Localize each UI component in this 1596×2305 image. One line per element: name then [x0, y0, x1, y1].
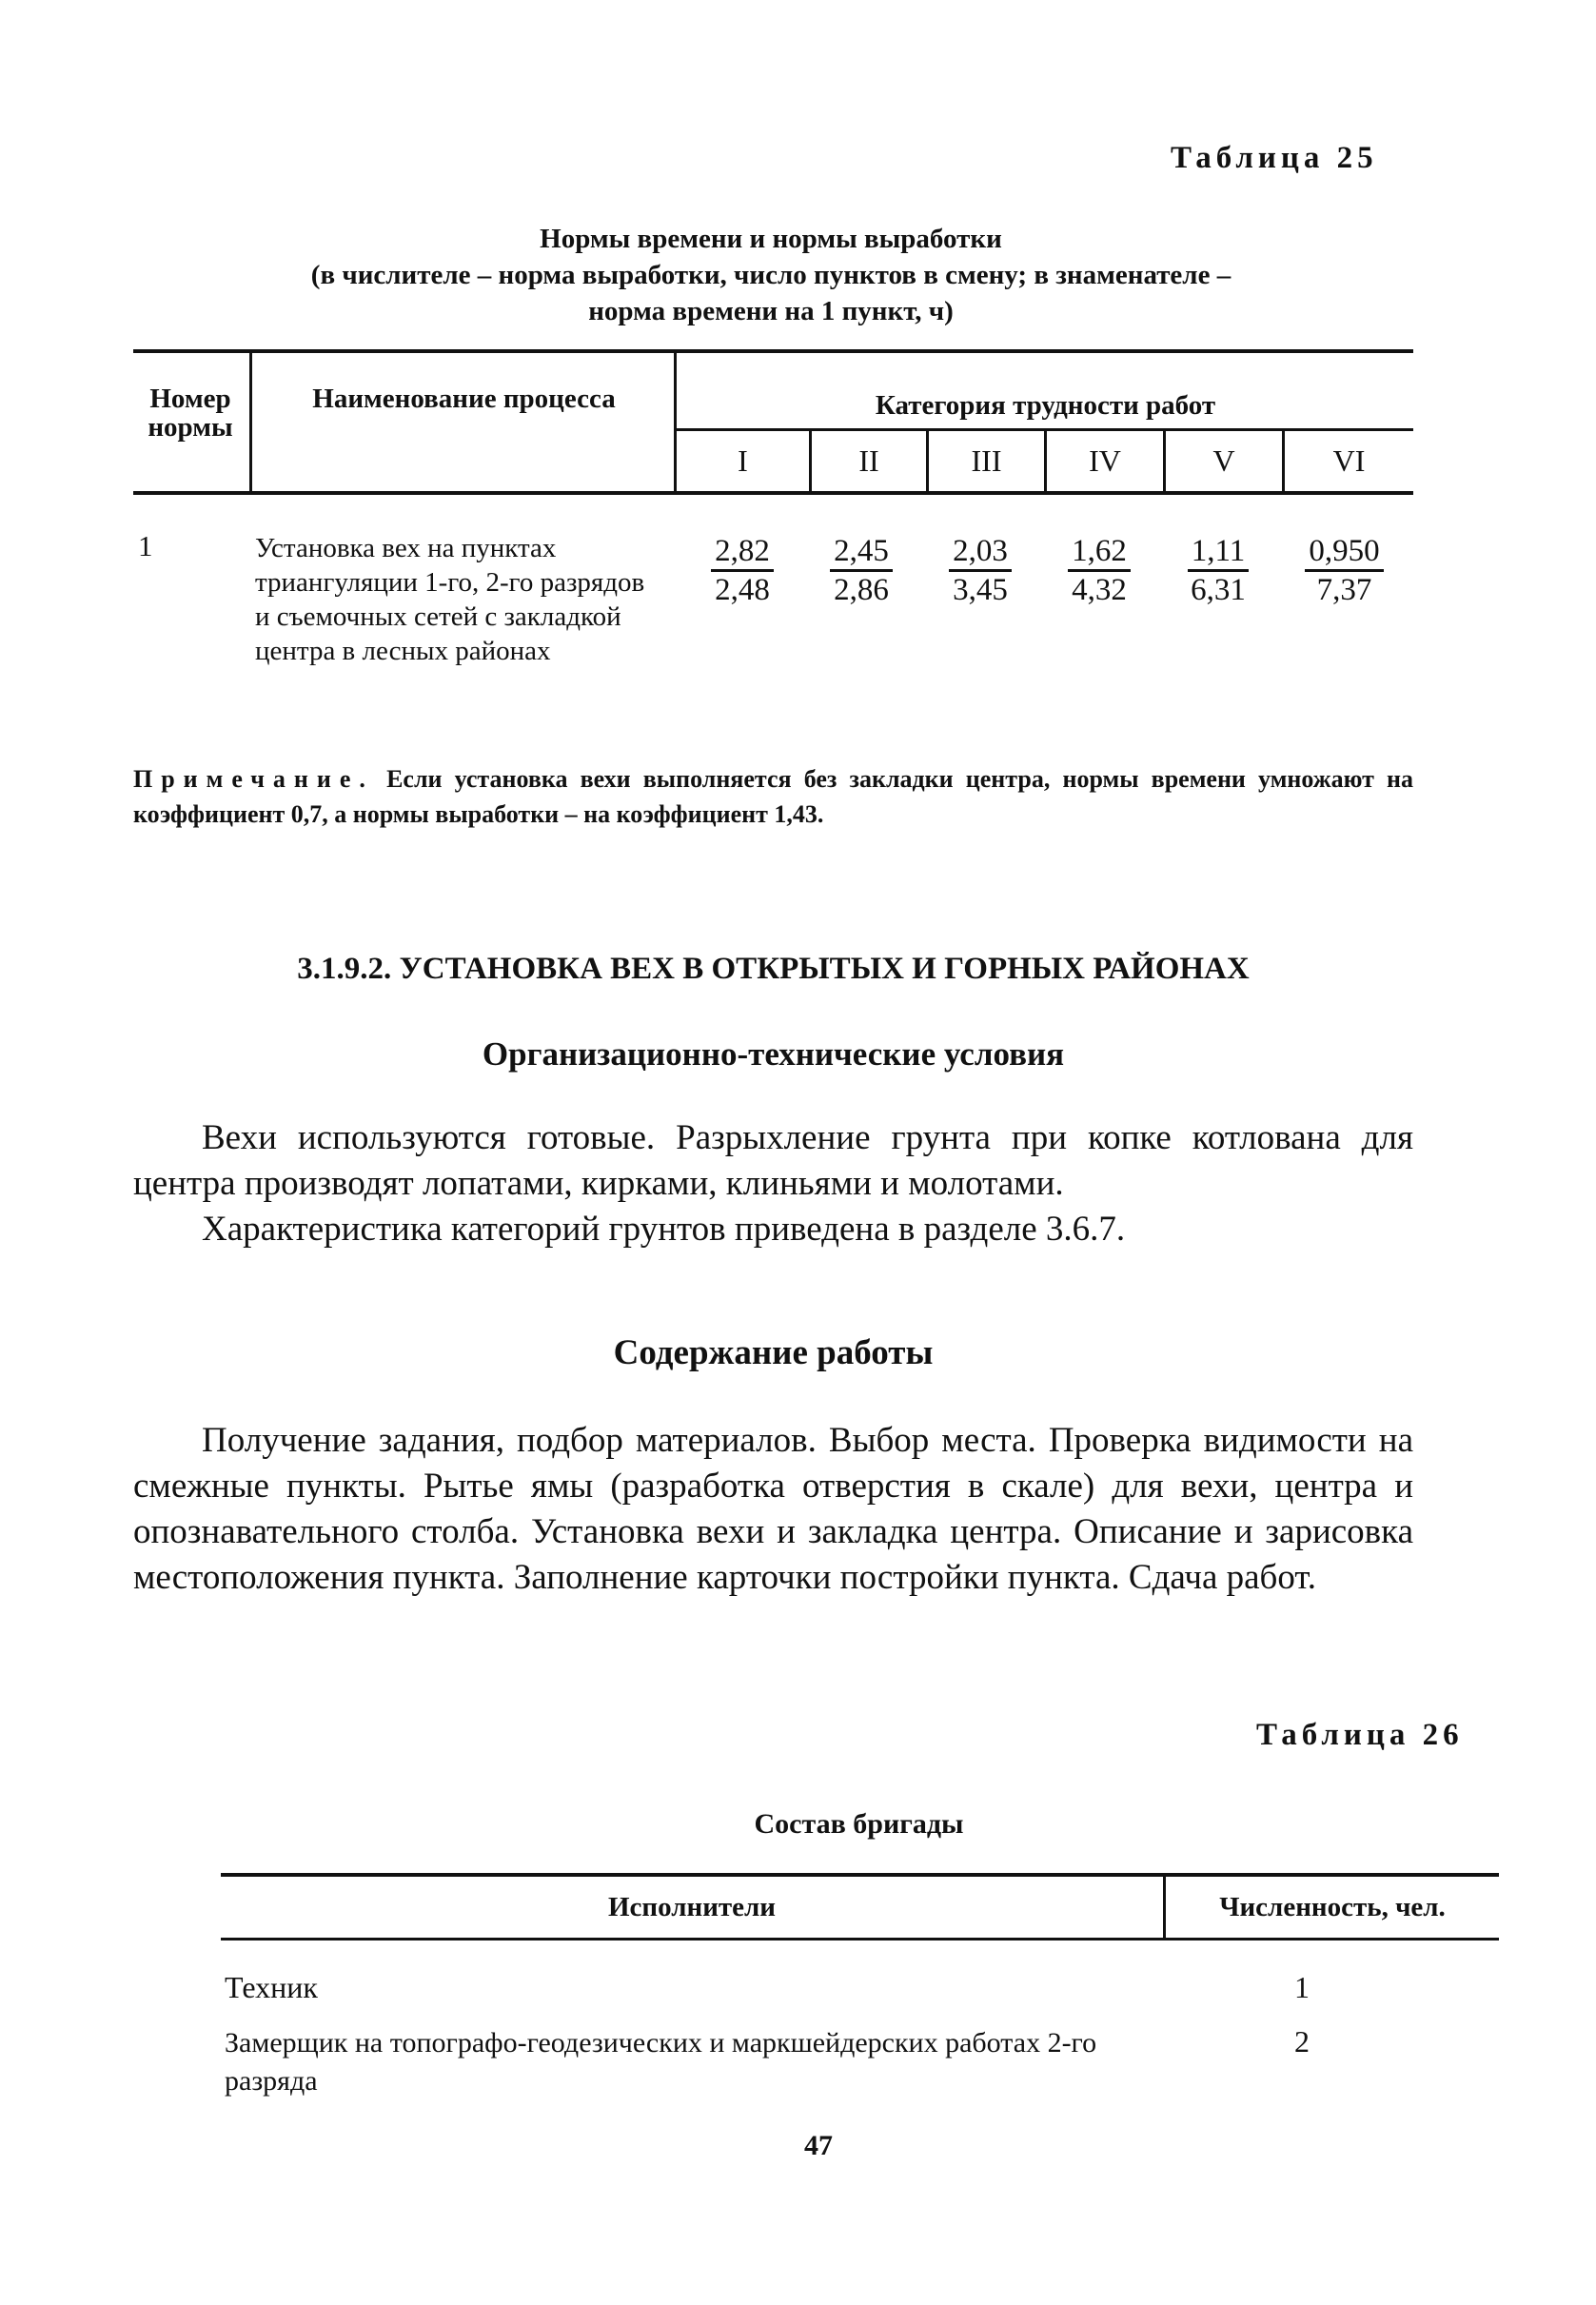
- norm-time: 3,45: [953, 573, 1008, 607]
- header-difficulty-category: Категория трудности работ: [875, 390, 1216, 421]
- category-VI: VI: [1332, 443, 1366, 478]
- category-V: V: [1212, 443, 1235, 478]
- value-cell-IV: [1052, 533, 1147, 608]
- value-cell-V: [1171, 533, 1266, 608]
- norm-output: 1,62: [1068, 533, 1131, 572]
- value-cell-VI: [1290, 533, 1399, 608]
- note-label: Примечание.: [133, 765, 374, 793]
- norm-output: 2,03: [949, 533, 1012, 572]
- norm-output: 2,82: [711, 533, 774, 572]
- title-line-3: норма времени на 1 пункт, ч): [588, 296, 954, 326]
- norm-time: 2,48: [715, 573, 770, 607]
- category-IV: IV: [1089, 443, 1121, 478]
- norm-time: 6,31: [1191, 573, 1246, 607]
- table-25-note: [133, 761, 1413, 832]
- header-process-name: Наименование процесса: [312, 384, 616, 414]
- header-headcount: Численность, чел.: [1219, 1892, 1446, 1922]
- row-norm-number: 1: [138, 529, 153, 562]
- norm-time: 4,32: [1072, 573, 1127, 607]
- category-I: I: [738, 443, 748, 478]
- headcount-row-1: 1: [1294, 1970, 1310, 2004]
- performer-row-2: Замерщик на топографо-геодезических и маркшейдерских работах 2-го разряда: [225, 2027, 1097, 2097]
- norm-time: 2,86: [834, 573, 889, 607]
- norm-output: 0,950: [1305, 533, 1383, 572]
- table-26-title: Состав бригады: [754, 1808, 964, 1840]
- headcount-row-2: 2: [1294, 2024, 1310, 2059]
- header-norm-number: Номер нормы: [148, 384, 233, 443]
- norm-output: 2,45: [830, 533, 893, 572]
- page-number: 47: [804, 2130, 833, 2161]
- title-line-1: Нормы времени и нормы выработки: [540, 224, 1002, 254]
- org-conditions-paragraph-1: Вехи используются готовые. Разрыхление грунта при копке котлована для центра производят лопатами, кирками, клиньями и молотами.: [133, 1118, 1413, 1203]
- value-cell-II: [814, 533, 909, 608]
- work-content-paragraph: Получение задания, подбор материалов. Выбор места. Проверка видимости на смежные пункты. Рытье ямы (разработка отверстия в скале) для вехи, центра и опознавательного столба. Установка вехи и закладка центра. Описание и зарисовка местоположения пункта. Заполнение карточки постройки пункта. Сдача работ.: [133, 1421, 1413, 1597]
- row-process-name: Установка вех на пунктах триангуляции 1-го, 2-го разрядов и съемочных сетей с закладкой центра в лесных районах: [255, 533, 645, 666]
- norm-output: 1,11: [1188, 533, 1250, 572]
- category-III: III: [971, 443, 1002, 478]
- table-25-label: Таблица 25: [1171, 141, 1378, 175]
- performer-row-1: Техник: [225, 1970, 318, 2004]
- value-cell-III: [933, 533, 1028, 608]
- category-II: II: [858, 443, 879, 478]
- section-heading: 3.1.9.2. УСТАНОВКА ВЕХ В ОТКРЫТЫХ И ГОРНЫХ РАЙОНАХ: [297, 952, 1250, 986]
- norm-time: 7,37: [1316, 573, 1372, 607]
- org-conditions-paragraph-2: Характеристика категорий грунтов приведена в разделе 3.6.7.: [202, 1210, 1126, 1249]
- note-text: Если установка вехи выполняется без закладки центра, нормы времени умножают на коэффициент 0,7, а нормы выработки – на коэффициент 1,43.: [133, 765, 1414, 828]
- table-26-label: Таблица 26: [1256, 1718, 1464, 1752]
- value-cell-I: [695, 533, 790, 608]
- header-performers: Исполнители: [607, 1892, 777, 1922]
- title-line-2: (в числителе – норма выработки, число пунктов в смену; в знаменателе –: [310, 260, 1231, 290]
- org-conditions-heading: Организационно-технические условия: [482, 1035, 1065, 1073]
- work-content-heading: Содержание работы: [613, 1333, 934, 1372]
- table-25-title: [133, 221, 1409, 329]
